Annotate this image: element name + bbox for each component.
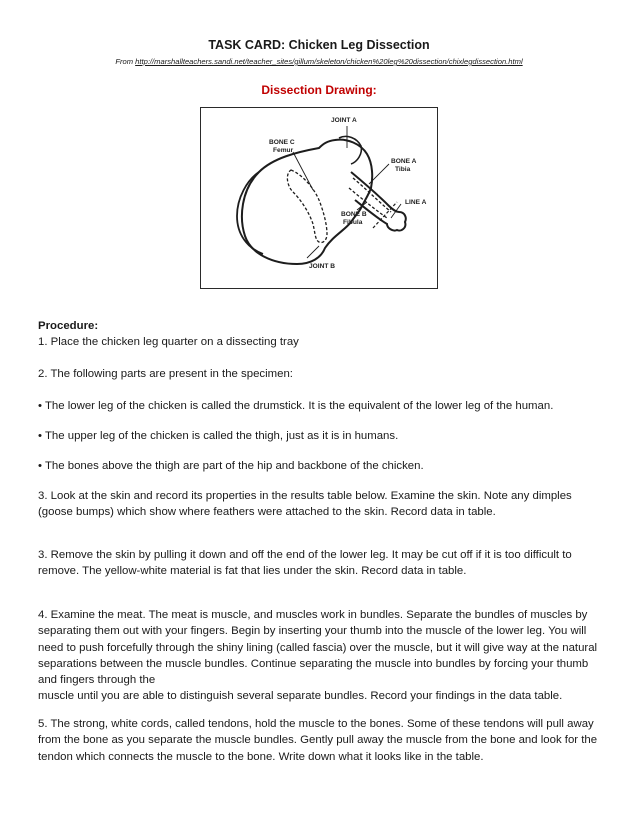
step-1: 1. Place the chicken leg quarter on a dissecting tray bbox=[38, 336, 299, 348]
source-line bbox=[0, 57, 638, 66]
label-bone-a: BONE A bbox=[391, 158, 417, 165]
step-3-skin: 3. Look at the skin and record its properties in the results table below. Examine the skin. Note any dimples (goose bumps) which show where feathers were attached to the skin. Record data in table. bbox=[38, 490, 572, 519]
label-joint-b: JOINT B bbox=[309, 263, 336, 270]
chicken-leg-outline bbox=[242, 140, 372, 264]
source-link[interactable]: http://marshallteachers.sandi.net/teacher_sites/gillum/skeleton/chicken%20leg%20dissection/chixlegdissection.html bbox=[135, 57, 523, 66]
label-femur: Femur bbox=[273, 147, 294, 154]
page-title: TASK CARD: Chicken Leg Dissection bbox=[208, 38, 430, 52]
dissection-drawing-heading: Dissection Drawing: bbox=[261, 83, 377, 97]
label-line-a: LINE A bbox=[405, 199, 427, 206]
label-bone-b: BONE B bbox=[341, 211, 367, 218]
bullet-hip: • The bones above the thigh are part of the hip and backbone of the chicken. bbox=[38, 460, 424, 472]
step-2: 2. The following parts are present in the specimen: bbox=[38, 368, 293, 380]
step-5-tendons: 5. The strong, white cords, called tendons, hold the muscle to the bones. Some of these tendons will pull away from the bone as you separate the muscle bundles. Gently pull away the muscle from the bone and look for the tendon which connects the muscle to the bone. Write down what it looks like in the table. bbox=[38, 718, 598, 763]
bullet-thigh: • The upper leg of the chicken is called the thigh, just as it is in humans. bbox=[38, 430, 399, 442]
step-3-remove-skin: 3. Remove the skin by pulling it down and off the end of the lower leg. It may be cut off if it is too difficult to remove. The yellow-white material is fat that lies under the skin. Record data in table. bbox=[38, 549, 572, 578]
label-tibia: Tibia bbox=[395, 166, 411, 173]
step-4-meat: 4. Examine the meat. The meat is muscle, and muscles work in bundles. Separate the bundles of muscles by separating them out with your fingers. Begin by inserting your thumb into the muscle of the lower leg. You will need to push forcefully through the shiny lining (called fascia) over the muscle, but it will give way at the natural separations between the muscle bundles. Continue separating the muscle into bundles by forcing your thumb and fingers through the bbox=[38, 609, 598, 687]
step-4-continued: muscle until you are able to distinguish several separate bundles. Record your findings in the data table. bbox=[38, 690, 563, 702]
dissection-drawing bbox=[200, 107, 438, 289]
label-bone-c: BONE C bbox=[269, 139, 295, 146]
label-joint-a: JOINT A bbox=[331, 117, 357, 124]
femur-bone bbox=[287, 170, 327, 243]
source-prefix: From bbox=[115, 57, 136, 66]
procedure-label: Procedure: bbox=[38, 320, 99, 332]
bullet-drumstick: • The lower leg of the chicken is called the drumstick. It is the equivalent of the lower leg of the human. bbox=[38, 400, 554, 412]
label-fibula: Fibula bbox=[343, 219, 363, 226]
